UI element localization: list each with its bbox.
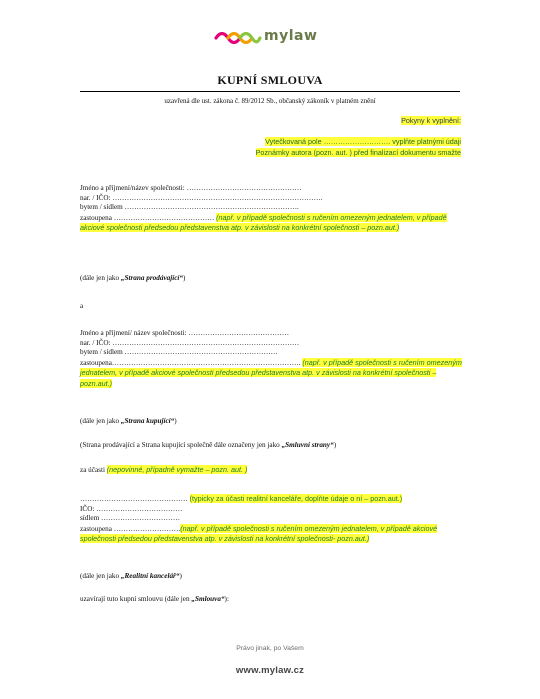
seller-address-line: bytem / sídlem ……………………………………………………………….: [80, 203, 299, 212]
participation-line: za účasti (nepovinné, případně vymažte – pozn. aut. ): [80, 465, 248, 474]
participation-note: (nepovinné, případně vymažte – pozn. aut. ): [106, 465, 248, 474]
legend-dotted-fields: Vytečkovaná pole ………………………. vyplňte platnými údaji: [265, 137, 461, 146]
buyer-block: [80, 329, 465, 390]
title-divider: [80, 91, 460, 92]
logo-wordmark: mylaw: [264, 28, 318, 44]
buyer-address-line: bytem / sídlem ……………………………………………………….: [80, 348, 278, 357]
document-title: KUPNÍ SMLOUVA: [217, 73, 323, 87]
agency-role: (dále jen jako „Realitní kancelář“): [80, 572, 182, 580]
buyer-representative-line: zastoupena……………………………………………………………………. (např. v případě společnosti s ručením omezeným jednatelem, v případě akciové společnosti předsedou představenstva atp. v závislosti na konkrétní společnosti – pozn.aut.): [80, 357, 462, 388]
agency-name-line: ……………………………………… (typicky za účasti realitní kanceláře, doplňte údaje o ní – pozn.aut.): [80, 494, 403, 503]
buyer-author-note: (např. v případě společnosti s ručením omezeným jednatelem, v případě akciové společnosti předsedou představenstva atp. v závislosti na konkrétní společnosti – pozn.aut.): [80, 357, 462, 388]
parties-definition: (Strana prodávající a Strana kupující společně dále označeny jen jako „Smluvní strany“): [80, 441, 337, 449]
agency-representative-note: (např. v případě společnosti s ručením omezeným jednatelem, v případě akciové společnosti předsedou představenstva atp. v závislosti na konkrétní společnosti- pozn.aut.): [80, 523, 438, 544]
legend-author-notes: Poznámky autora (pozn. aut. ) před finalizací dokumentu smažte: [255, 148, 461, 157]
footer-tagline: Právo jinak, po Vašem: [236, 645, 304, 652]
seller-id-line: nar. / IČO: …………………………………………………………………………….: [80, 193, 323, 202]
conjunction: a: [80, 302, 84, 310]
buyer-id-line: nar. / IČO: ……………………………………………………………………: [80, 338, 300, 347]
seller-name-line: Jméno a příjmení/název společnosti: …………………………………………: [80, 184, 302, 192]
agency-representative-line: zastoupena ……………………….(např. v případě společnosti s ručením omezeným jednatelem, v případě akciové společnosti předsedou představenstva atp. v závislosti na konkrétní společnosti- pozn.aut.): [80, 523, 438, 544]
seller-author-note: (např. v případě společnosti s ručením omezeným jednatelem, v případě akciové společnosti předsedou představenstva atp. v závislosti na konkrétní společnosti – pozn.aut.): [80, 212, 447, 233]
legend-instructions: Pokyny k vyplnění:: [401, 116, 461, 125]
logo-wave-icon: [214, 30, 262, 46]
seller-representative-line: zastoupena …………………………………… (např. v případě společnosti s ručením omezeným jednatelem, v případě akciové společnosti předsedou představenstva atp. v závislosti na konkrétní společnosti – pozn.aut.): [80, 212, 447, 233]
agency-author-note: (typicky za účasti realitní kanceláře, doplňte údaje o ní – pozn.aut.): [189, 494, 403, 503]
document-subtitle: uzavřená dle ust. zákona č. 89/2012 Sb., občanský zákoník v platném znění: [164, 97, 376, 105]
agency-block: [80, 494, 465, 545]
buyer-name-line: Jméno a příjmení/ název společnosti: ……………………………………: [80, 329, 290, 337]
closing-line: uzavírají tuto kupní smlouvu (dále jen „Smlouva“):: [80, 595, 229, 603]
agency-address-line: sídlem ……………………………: [80, 514, 181, 523]
buyer-role: (dále jen jako „Strana kupující“): [80, 417, 177, 425]
mylaw-logo: [214, 26, 324, 48]
seller-block: [80, 184, 465, 234]
footer-url[interactable]: www.mylaw.cz: [235, 665, 305, 676]
agency-id-line: IČO: ………………………………: [80, 504, 183, 513]
seller-role: (dále jen jako „Strana prodávající“): [80, 274, 186, 282]
